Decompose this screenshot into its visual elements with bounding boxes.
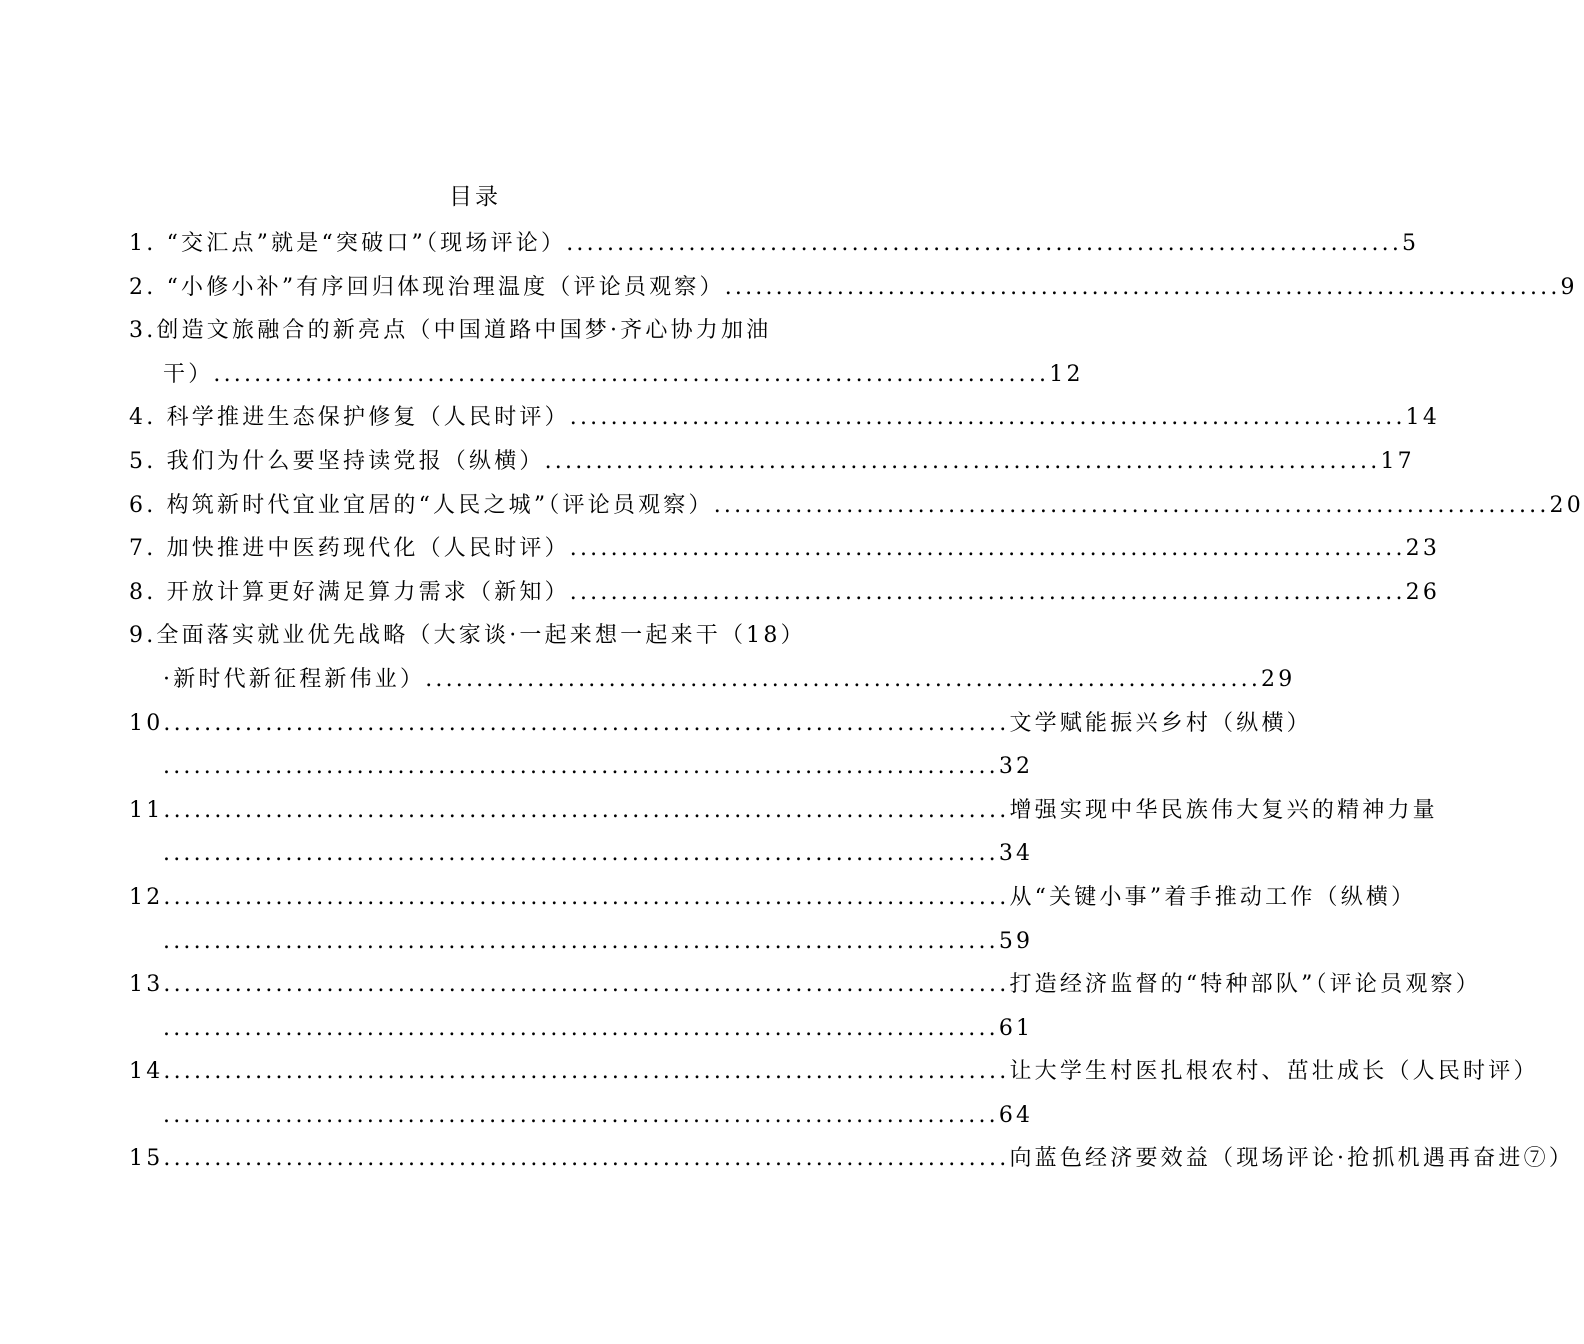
entry-title: 增强实现中华民族伟大复兴的精神力量 bbox=[1009, 797, 1438, 823]
toc-entry-continuation[interactable] bbox=[129, 658, 1296, 702]
entry-number: 12. bbox=[129, 884, 174, 910]
entry-number: 10. bbox=[129, 710, 174, 736]
entry-number: 9. bbox=[129, 623, 157, 649]
entry-title: 向蓝色经济要效益（现场评论·抢抓机遇再奋进⑦） bbox=[1009, 1146, 1575, 1172]
entry-title: 开放计算更好满足算力需求（新知） bbox=[166, 579, 570, 605]
entry-number: 8. bbox=[129, 579, 157, 605]
entry-page: 17 bbox=[1380, 448, 1415, 474]
entry-title: 加快推进中医药现代化（人民时评） bbox=[166, 536, 570, 562]
dot-leader: .................................................................................. bbox=[569, 405, 1406, 431]
dot-leader: .................................................................................. bbox=[163, 1015, 999, 1041]
dot-leader: .................................................................................. bbox=[569, 536, 1406, 562]
entry-number: 3. bbox=[129, 318, 157, 344]
entry-page: 9 bbox=[1560, 274, 1578, 300]
toc-entry-continuation[interactable] bbox=[129, 745, 1034, 789]
toc-entry[interactable] bbox=[129, 484, 1584, 528]
dot-leader: .................................................................................. bbox=[173, 1059, 1010, 1085]
entry-number: 15. bbox=[129, 1146, 174, 1172]
entry-page: 59 bbox=[998, 928, 1034, 954]
table-of-contents bbox=[129, 222, 1584, 1181]
entry-page: 5 bbox=[1402, 231, 1420, 256]
entry-number: 4. bbox=[129, 405, 157, 431]
entry-title: 创造文旅融合的新亮点（中国道路中国梦·齐心协力加油 bbox=[156, 318, 772, 344]
dot-leader: .................................................................................. bbox=[566, 231, 1403, 256]
entry-page: 64 bbox=[998, 1102, 1034, 1128]
entry-title: “交汇点”就是“突破口”（现场评论） bbox=[166, 231, 567, 256]
dot-leader: .................................................................................. bbox=[163, 841, 999, 867]
entry-number: 2. bbox=[129, 274, 157, 300]
toc-entry-continuation[interactable] bbox=[129, 1007, 1034, 1051]
toc-entry[interactable] bbox=[129, 266, 1578, 310]
dot-leader: .................................................................................. bbox=[163, 754, 999, 780]
dot-leader: .................................................................................. bbox=[173, 972, 1010, 998]
toc-entry[interactable] bbox=[129, 527, 1441, 571]
toc-entry[interactable] bbox=[129, 789, 1438, 833]
entry-page: 32 bbox=[998, 754, 1034, 780]
dot-leader: .................................................................................. bbox=[713, 492, 1550, 518]
toc-entry-continuation[interactable] bbox=[129, 832, 1034, 876]
toc-entry[interactable] bbox=[129, 571, 1441, 615]
dot-leader: .................................................................................. bbox=[425, 666, 1262, 692]
toc-entry[interactable] bbox=[129, 963, 1481, 1007]
toc-entry[interactable] bbox=[129, 309, 832, 353]
toc-entry[interactable] bbox=[129, 614, 832, 658]
entry-number: 6. bbox=[129, 492, 157, 518]
entry-title: 从“关键小事”着手推动工作（纵横） bbox=[1009, 884, 1417, 910]
entry-title: 构筑新时代宜业宜居的“人民之城”（评论员观察） bbox=[166, 492, 714, 518]
toc-entry[interactable] bbox=[129, 396, 1441, 440]
entry-page: 61 bbox=[998, 1015, 1034, 1041]
entry-page: 29 bbox=[1261, 666, 1296, 692]
entry-title: 科学推进生态保护修复（人民时评） bbox=[166, 405, 570, 431]
entry-title-continued: ·新时代新征程新伟业） bbox=[163, 666, 426, 692]
dot-leader: .................................................................................. bbox=[213, 361, 1050, 387]
dot-leader: .................................................................................. bbox=[163, 928, 999, 954]
dot-leader: .................................................................................. bbox=[173, 710, 1010, 736]
entry-title: 文学赋能振兴乡村（纵横） bbox=[1009, 710, 1312, 736]
dot-leader: .................................................................................. bbox=[569, 579, 1406, 605]
entry-title: “小修小补”有序回归体现治理温度（评论员观察） bbox=[166, 274, 725, 300]
entry-title-continued: 干） bbox=[163, 361, 214, 387]
entry-number: 14. bbox=[129, 1059, 174, 1085]
entry-number: 1. bbox=[129, 231, 157, 256]
dot-leader: .................................................................................. bbox=[163, 1102, 999, 1128]
entry-page: 20 bbox=[1549, 492, 1584, 518]
toc-entry-continuation[interactable] bbox=[129, 353, 1084, 397]
toc-entry-continuation[interactable] bbox=[129, 920, 1034, 964]
entry-page: 14 bbox=[1405, 405, 1441, 431]
entry-title: 让大学生村医扎根农村、茁壮成长（人民时评） bbox=[1009, 1059, 1539, 1085]
entry-number: 13. bbox=[129, 972, 174, 998]
entry-page: 12 bbox=[1049, 361, 1084, 387]
entry-number: 7. bbox=[129, 536, 157, 562]
toc-entry[interactable] bbox=[129, 702, 1312, 746]
toc-entry-continuation[interactable] bbox=[129, 1094, 1034, 1138]
entry-page: 23 bbox=[1405, 536, 1441, 562]
toc-entry[interactable] bbox=[129, 1050, 1539, 1094]
entry-title: 打造经济监督的“特种部队”（评论员观察） bbox=[1009, 972, 1481, 998]
toc-entry[interactable] bbox=[129, 1137, 1575, 1181]
dot-leader: .................................................................................. bbox=[544, 448, 1381, 474]
entry-page: 34 bbox=[998, 841, 1034, 867]
toc-title: 目录 bbox=[449, 184, 501, 210]
toc-entry[interactable] bbox=[129, 222, 1420, 266]
dot-leader: .................................................................................. bbox=[173, 797, 1010, 823]
entry-number: 5. bbox=[129, 448, 157, 474]
entry-title: 全面落实就业优先战略（大家谈·一起来想一起来干（18） bbox=[156, 623, 806, 649]
entry-number: 11. bbox=[129, 797, 174, 823]
toc-entry[interactable] bbox=[129, 876, 1417, 920]
dot-leader: .................................................................................. bbox=[173, 884, 1010, 910]
entry-page: 26 bbox=[1405, 579, 1441, 605]
dot-leader: .................................................................................. bbox=[724, 274, 1561, 300]
entry-title: 我们为什么要坚持读党报（纵横） bbox=[166, 448, 545, 474]
toc-entry[interactable] bbox=[129, 440, 1415, 484]
dot-leader: .................................................................................. bbox=[173, 1146, 1010, 1172]
